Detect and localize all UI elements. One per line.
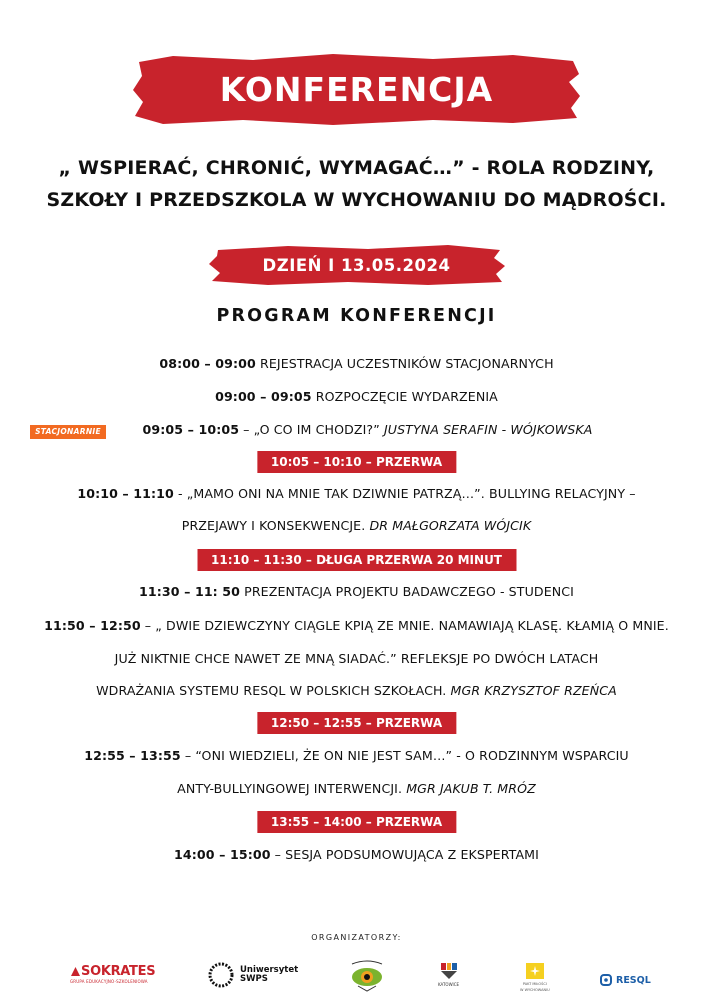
schedule-row [0, 518, 713, 533]
schedule-row [0, 618, 713, 633]
schedule-row [0, 389, 713, 404]
schedule-text: – „ DWIE DZIEWCZYNY CIĄGLE KPIĄ ZE MNIE. NAMAWIAJĄ KLASĘ. KŁAMIĄ O MNIE. [140, 618, 669, 633]
pakt-logo [520, 962, 550, 992]
day-label: DZIEŃ I 13.05.2024 [262, 255, 451, 275]
schedule-row [0, 748, 713, 763]
katowice-logo [438, 962, 459, 987]
day-banner [208, 244, 506, 286]
schedule-text: WDRAŻANIA SYSTEMU RESQL W POLSKICH SZKOŁACH. [96, 683, 451, 698]
page-title: KONFERENCJA [219, 69, 494, 109]
schedule-text: - „MAMO ONI NA MNIE TAK DZIWNIE PATRZĄ…”. BULLYING RELACYJNY – [173, 486, 636, 501]
pakt-line: W WYCHOWANIU [520, 988, 550, 992]
sokrates-logo [70, 964, 155, 984]
schedule-time: 10:10 – 11:10 [77, 486, 174, 501]
schedule-row [0, 422, 713, 437]
resql-name: RESQL [616, 974, 651, 986]
sokrates-name: SOKRATES [81, 964, 156, 979]
schedule-time: 09:00 – 09:05 [215, 389, 312, 404]
schedule-text: – SESJA PODSUMOWUJĄCA Z EKSPERTAMI [270, 847, 539, 862]
title-banner [133, 52, 581, 126]
swps-line: Uniwersytet [240, 965, 299, 975]
swps-logo [208, 962, 298, 988]
break-pill: 11:10 – 11:30 – DŁUGA PRZERWA 20 MINUT [197, 549, 516, 571]
schedule-text: – „O CO IM CHODZI?” [239, 422, 384, 437]
schedule-time: 12:55 – 13:55 [84, 748, 181, 763]
swps-line: SWPS [240, 974, 268, 984]
schedule-row [0, 781, 713, 796]
schedule-row [0, 356, 713, 371]
schedule-text: PRZEJAWY I KONSEKWENCJE. [181, 518, 370, 533]
onsite-badge: STACJONARNIE [30, 425, 106, 439]
schedule-time: 11:30 – 11: 50 [139, 584, 241, 599]
schedule-time: 09:05 – 10:05 [142, 422, 240, 437]
schedule-text: ROZPOCZĘCIE WYDARZENIA [311, 389, 498, 404]
katowice-name: KATOWICE [438, 982, 460, 987]
pakt-square-icon [525, 962, 545, 980]
schedule-speaker: JUSTYNA SERAFIN - WÓJKOWSKA [383, 422, 593, 437]
schedule-speaker: MGR KRZYSZTOF RZEŃCA [450, 683, 617, 698]
schedule-time: 08:00 – 09:00 [159, 356, 256, 371]
resql-logo [600, 974, 651, 986]
subtitle-line: SZKOŁY I PRZEDSZKOLA W WYCHOWANIU DO MĄDROŚCI. [46, 189, 667, 211]
swps-circle-icon [208, 962, 234, 988]
pakt-line: PAKT MIŁOŚCI [522, 982, 547, 986]
sokrates-tagline: GRUPA EDUKACYJNO-SZKOLENIOWA [70, 979, 148, 984]
schedule-time: 11:50 – 12:50 [44, 618, 141, 633]
conference-subtitle [0, 152, 713, 216]
schedule-text: ANTY-BULLYINGOWEJ INTERWENCJI. [177, 781, 407, 796]
schedule-row [0, 584, 713, 599]
break-pill: 10:05 – 10:10 – PRZERWA [257, 451, 456, 473]
resql-mark-icon [600, 974, 612, 986]
break-pill: 13:55 – 14:00 – PRZERWA [257, 811, 456, 833]
eye-icon [348, 958, 386, 992]
break-pill: 12:50 – 12:55 – PRZERWA [257, 712, 456, 734]
schedule-row [0, 847, 713, 862]
sokrates-mark-icon [70, 966, 81, 977]
schedule-row [0, 651, 713, 666]
schedule-row [0, 486, 713, 501]
schedule-text: PREZENTACJA PROJEKTU BADAWCZEGO - STUDENCI [240, 584, 574, 599]
schedule-time: 14:00 – 15:00 [174, 847, 271, 862]
katowice-crest-icon [440, 962, 458, 980]
subtitle-line: „ WSPIERAĆ, CHRONIĆ, WYMAGAĆ…” - ROLA RODZINY, [58, 157, 655, 179]
organizers-label: ORGANIZATORZY: [311, 933, 402, 942]
schedule-row [0, 683, 713, 698]
schedule-text: JUŻ NIKTNIE CHCE NAWET ZE MNĄ SIADAĆ.” REFLEKSJE PO DWÓCH LATACH [114, 651, 599, 666]
schedule-speaker: DR MAŁGORZATA WÓJCIK [369, 518, 532, 533]
program-heading: PROGRAM KONFERENCJI [216, 306, 497, 326]
schedule-speaker: MGR JAKUB T. MRÓZ [406, 781, 536, 796]
schedule-text: – “ONI WIEDZIELI, ŻE ON NIE JEST SAM…” - O RODZINNYM WSPARCIU [180, 748, 629, 763]
schedule-text: REJESTRACJA UCZESTNIKÓW STACJONARNYCH [255, 356, 554, 371]
eye-logo [348, 958, 386, 992]
